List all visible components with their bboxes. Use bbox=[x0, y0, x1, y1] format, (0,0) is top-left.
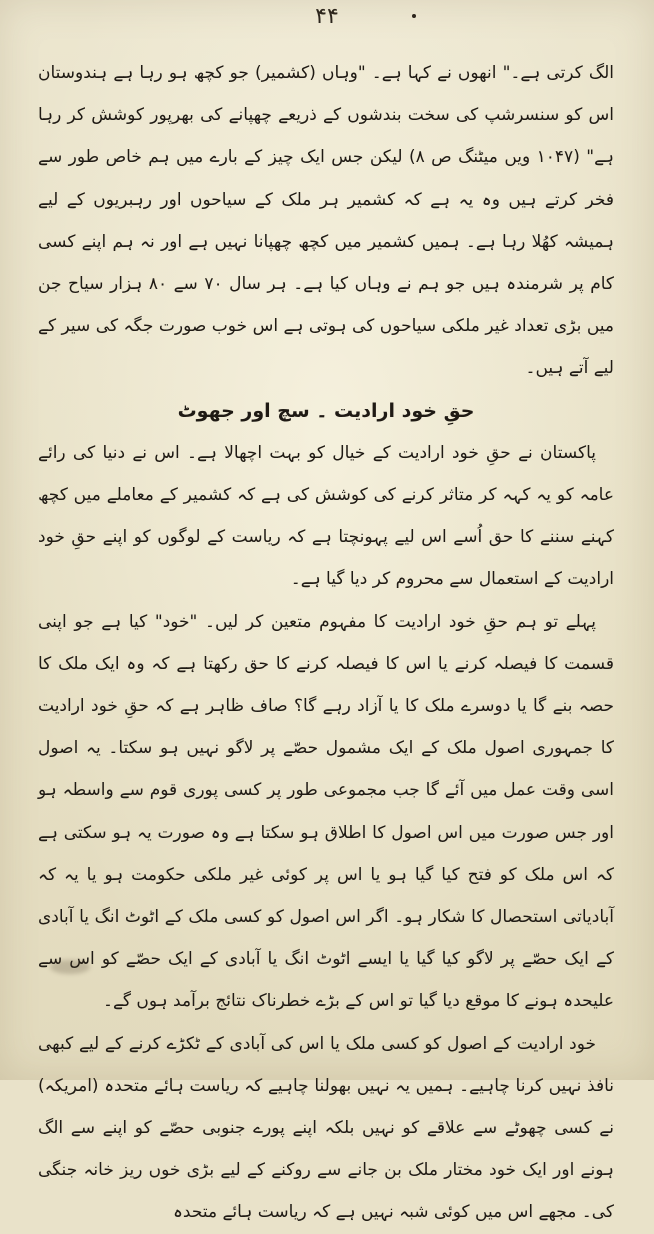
page-mark bbox=[412, 14, 416, 18]
paragraph: خود ارادیت کے اصول کو کسی ملک یا اس کی آبادی کے ٹکڑے کرنے کے لیے کبھی نافذ نہیں کرنا چاہیے۔ ہمیں یہ نہیں بھولنا چاہیے کہ ریاست ہائے متحدہ (امریکہ) نے کسی چھوٹے سے علاقے کو نہیں بلکہ اپنے پورے جنوبی حصّے کو اپنے سے الگ ہونے اور ایک خود مختار ملک بن جانے سے روکنے کے لیے بڑی خوں ریز خانہ جنگی کی۔ مجھے اس میں کوئی شبہ نہیں ہے کہ ریاست ہائے متحدہ bbox=[38, 1033, 614, 1223]
paragraph: پاکستان نے حقِ خود ارادیت کے خیال کو بہت اچھالا ہے۔ اس نے دنیا کی رائے عامہ کو یہ کہہ کر متاثر کرنے کی کوشش کی ہے کہ کشمیر کے معاملے میں کچھ کہنے سننے کا حق اُسے اس لیے پہونچتا ہے کہ ریاست کے لوگوں کو اپنے حقِ خود ارادیت کے استعمال سے محروم کر دیا گیا ہے۔ bbox=[38, 442, 614, 590]
paragraph-continued: الگ کرتی ہے۔" انھوں نے کہا ہے۔ "وہاں (کشمیر) جو کچھ ہو رہا ہے ہندوستان اس کو سنسرشپ کی سخت بندشوں کے ذریعے چھپانے کی بھرپور کوشش کر رہا ہے" (۱۰۴۷ ویں میٹنگ ص ۸) لیکن جس ایک چیز کے بارے میں ہم خاص طور سے فخر کرتے ہیں وہ یہ ہے کہ کشمیر ہر ملک کے سیاحوں اور رہبریوں کے لیے ہمیشہ کھُلا رہا ہے۔ ہمیں کشمیر میں کچھ چھپانا نہیں ہے اور نہ ہم اپنے کسی کام پر شرمندہ ہیں جو ہم نے وہاں کیا ہے۔ ہر سال ۷۰ سے ۸۰ ہزار سیاح جن میں بڑی تعداد غیر ملکی سیاحوں کی ہوتی ہے اس خوب صورت جگہ کی سیر کے لیے آتے ہیں۔ bbox=[38, 63, 615, 379]
page-number: ۴۴ bbox=[315, 4, 339, 29]
paragraph: پہلے تو ہم حقِ خود ارادیت کا مفہوم متعین کر لیں۔ "خود" کیا ہے جو اپنی قسمت کا فیصلہ کرنے یا اس کا فیصلہ کرنے کا حق رکھتا ہے کہ وہ ایک ملک کا حصہ بنے گا یا دوسرے ملک کا یا آزاد رہے گا؟ صاف ظاہر ہے کہ حقِ خود ارادیت کا جمہوری اصول ملک کے ایک مشمول حصّے پر لاگو نہیں ہو سکتا۔ یہ اصول اسی وقت عمل میں آئے گا جب مجموعی طور پر کسی پوری قوم سے واسطہ ہو اور جس صورت میں اس اصول کا اطلاق ہو سکتا ہے وہ صورت یہ ہو سکتی ہے کہ اس ملک کو فتح کیا گیا ہو یا اس پر کوئی غیر ملکی حکومت ہو یا یہ کہ آبادیاتی استحصال کا شکار ہو۔ اگر اس اصول کو کسی ملک کے اٹوٹ انگ یا آبادی کے ایک حصّے پر لاگو کیا گیا یا ایسے اٹوٹ انگ یا آبادی کے ایک حصّے کو اس سے علیحدہ ہونے کا موقع دیا گیا تو اس کے بڑے خطرناک نتائج برآمد ہوں گے۔ bbox=[38, 611, 614, 1012]
body-text bbox=[38, 52, 614, 1234]
ink-smudge bbox=[50, 960, 90, 974]
section-heading: حقِ خود ارادیت ۔ سچ اور جھوٹ bbox=[177, 399, 475, 422]
